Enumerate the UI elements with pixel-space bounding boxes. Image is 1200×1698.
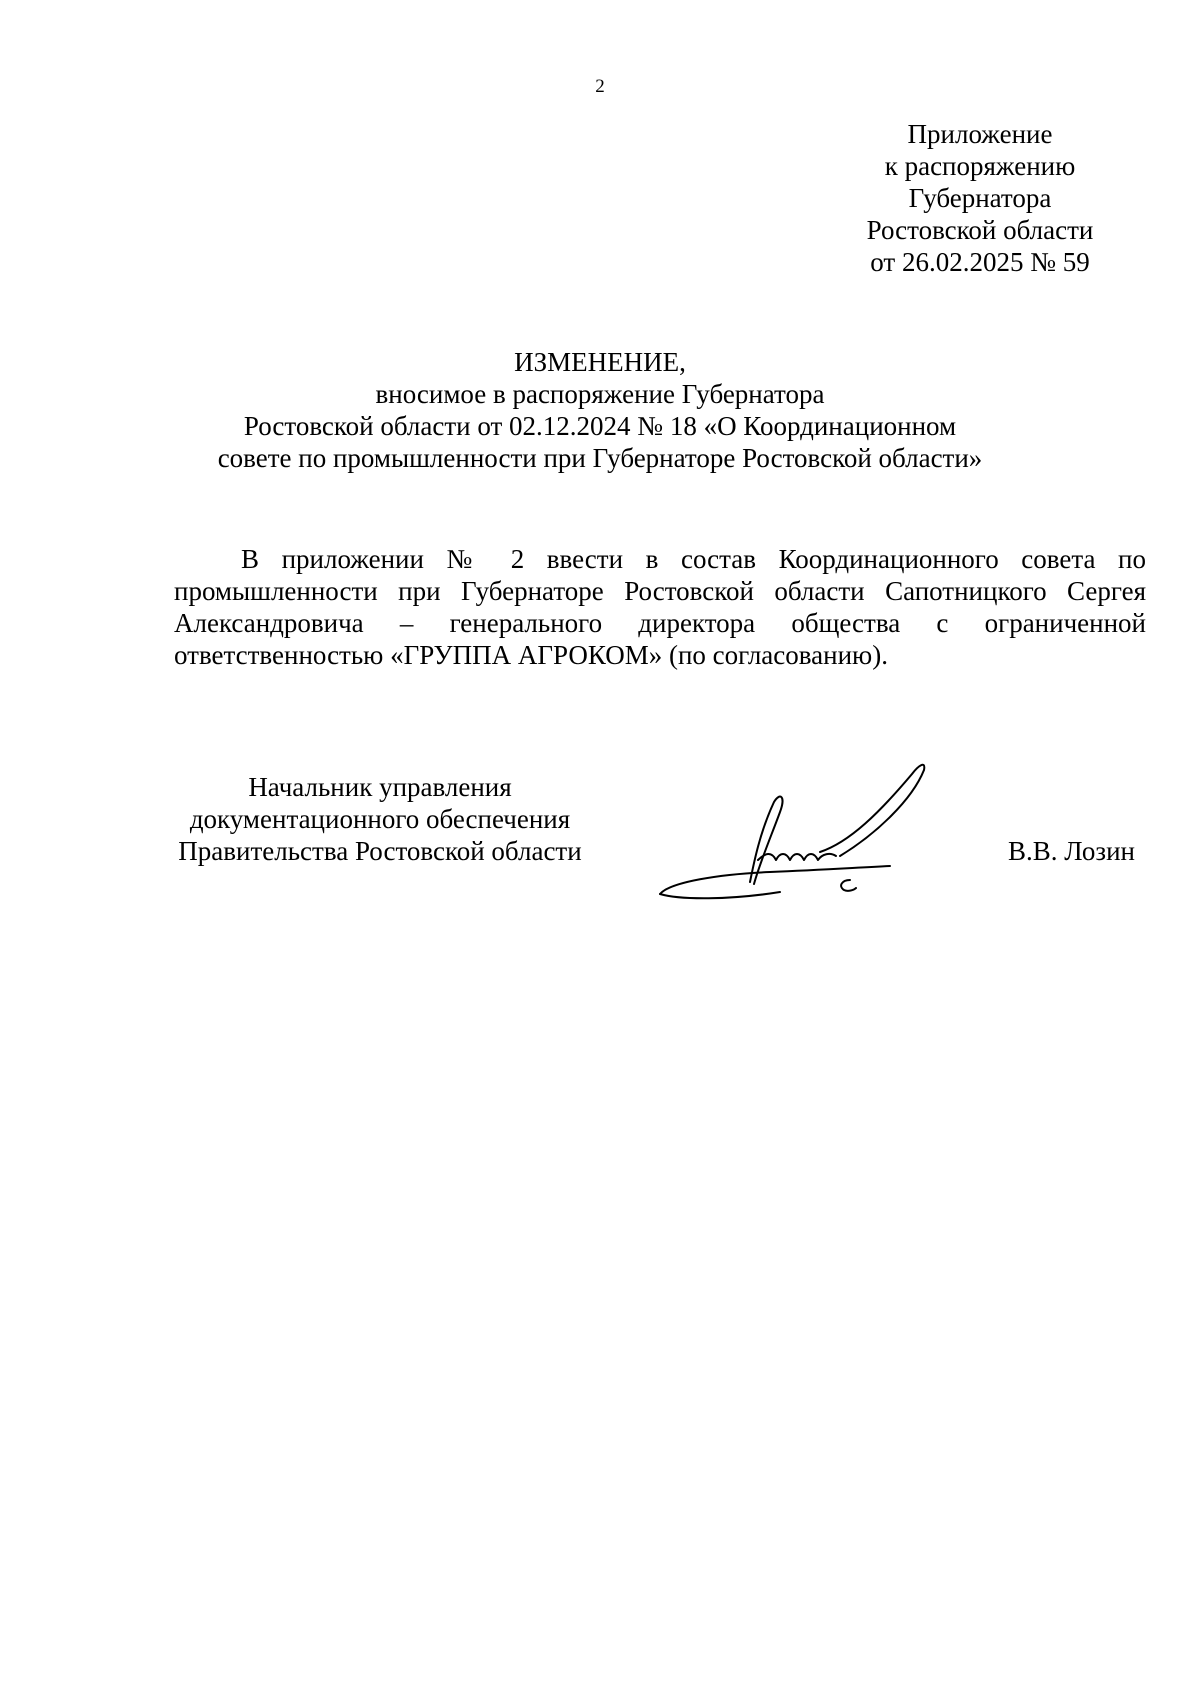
- appendix-line: к распоряжению: [884, 151, 1076, 181]
- signer-position-line: Начальник управления: [248, 772, 512, 802]
- title-heading: ИЗМЕНЕНИЕ,: [514, 347, 686, 377]
- signer-position-line: Правительства Ростовской области: [178, 836, 582, 866]
- signer-position: [160, 771, 600, 867]
- signer-position-line: документационного обеспечения: [189, 804, 571, 834]
- title-line: совете по промышленности при Губернаторе Ростовской области»: [217, 443, 983, 473]
- appendix-line: Губернатора: [908, 183, 1052, 213]
- title-line: Ростовской области от 02.12.2024 № 18 «О Координационном: [243, 411, 957, 441]
- body-paragraph: В приложении № 2 ввести в состав Координационного совета по промышленности при Губернаторе Ростовской области Сапотницкого Сергея Александровича – генерального директора общества с ограниченной ответственностью «ГРУППА АГРОКОМ» (по согласованию).: [174, 544, 1146, 670]
- document-title: [0, 346, 1200, 474]
- signer-name: В.В. Лозин: [1008, 836, 1135, 866]
- appendix-line: Приложение: [907, 119, 1053, 149]
- page-number: 2: [595, 76, 605, 97]
- title-line: вносимое в распоряжение Губернатора: [375, 379, 825, 409]
- appendix-line: Ростовской области: [866, 215, 1094, 245]
- appendix-header: [780, 118, 1180, 278]
- handwritten-signature: [650, 752, 980, 902]
- appendix-line: от 26.02.2025 № 59: [870, 247, 1090, 277]
